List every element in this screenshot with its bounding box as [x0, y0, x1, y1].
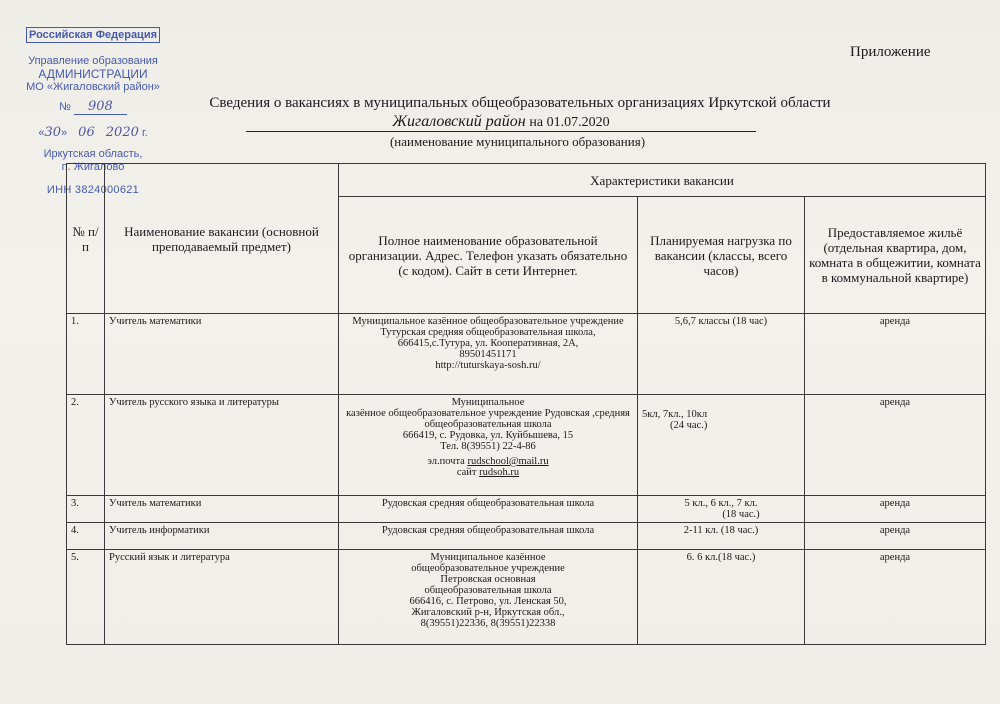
row-name: Учитель информатики [105, 523, 339, 550]
header-housing: Предоставляемое жильё (отдельная квартира, дом, комната в общежитии, комната в коммунальной квартире) [805, 197, 986, 314]
stamp-date-day: 30 [44, 125, 61, 140]
org-line: Тел. 8(39551) 22-4-86 [440, 441, 536, 452]
header-name: Наименование вакансии (основной преподаваемый предмет) [105, 164, 339, 314]
table-row [67, 496, 986, 523]
row-org [339, 395, 638, 496]
row-org [339, 550, 638, 645]
appendix-label: Приложение [850, 44, 931, 60]
row-load: 5,6,7 классы (18 час) [638, 314, 805, 395]
stamp-date-open: « [38, 127, 45, 139]
org-line: 666419, с. Рудовка, ул. Куйбышева, 15 [402, 430, 574, 441]
table-row [67, 523, 986, 550]
email-link[interactable]: rudschool@mail.ru [467, 456, 549, 467]
site-link[interactable]: rudsoh.ru [479, 467, 520, 478]
row-name: Учитель русского языка и литературы [105, 395, 339, 496]
load-line: (18 час.) [722, 509, 760, 520]
row-load [638, 395, 805, 496]
row-org: Рудовская средняя общеобразовательная школа [339, 496, 638, 523]
org-line: Петровская основная [440, 574, 536, 585]
stamp-place1: Иркутская область, [43, 148, 143, 160]
load-line: 5 кл., 6 кл., 7 кл. [684, 498, 758, 509]
row-load [638, 496, 805, 523]
row-housing: аренда [805, 550, 986, 645]
site-label: сайт [456, 467, 477, 478]
stamp-date-close: » [60, 127, 68, 139]
row-name: Учитель математики [105, 496, 339, 523]
email-label: эл.почта [427, 456, 465, 467]
vacancies-table [66, 163, 986, 645]
row-housing: аренда [805, 496, 986, 523]
header-group: Характеристики вакансии [339, 164, 986, 197]
org-line: общеобразовательное учреждение [411, 563, 565, 574]
document-title: Сведения о вакансиях в муниципальных общеобразовательных организациях Иркутской области [209, 95, 831, 111]
stamp-num-label: № [59, 101, 71, 113]
org-line: 666415,с.Тутура, ул. Кооперативная, 2А, [397, 338, 579, 349]
org-line: Жигаловский р-н, Иркутская обл., [411, 607, 565, 618]
row-num: 3. [67, 496, 105, 523]
row-org [339, 314, 638, 395]
row-housing: аренда [805, 314, 986, 395]
stamp-line3: МО «Жигаловский район» [26, 81, 160, 93]
table-row [67, 314, 986, 395]
table-row [67, 395, 986, 496]
row-load: 6. 6 кл.(18 час.) [638, 550, 805, 645]
header-num: № п/п [67, 164, 105, 314]
subnote: (наименование муниципального образования) [389, 134, 646, 149]
stamp-line1: Управление образования [28, 55, 158, 67]
report-date: на 01.07.2020 [529, 115, 610, 130]
row-num: 4. [67, 523, 105, 550]
stamp-date-month: 06 [78, 125, 95, 140]
row-num: 1. [67, 314, 105, 395]
org-line: 666416, с. Петрово, ул. Ленская 50, [409, 596, 567, 607]
table-row [67, 550, 986, 645]
org-line: http://tuturskaya-sosh.ru/ [435, 360, 541, 371]
stamp-date-year: 2020 [105, 125, 139, 140]
org-line: 8(39551)22336, 8(39551)22338 [420, 618, 556, 629]
org-line: 89501451171 [459, 349, 517, 360]
district-name: Жигаловский район [392, 113, 526, 130]
row-num: 2. [67, 395, 105, 496]
org-line: Муниципальное казённое общеобразовательное учреждение Тутурская средняя общеобразовательная школа, [352, 316, 624, 338]
stamp-line2: АДМИНИСТРАЦИИ [38, 67, 148, 81]
row-org: Рудовская средняя общеобразовательная школа [339, 523, 638, 550]
row-housing: аренда [805, 395, 986, 496]
row-name: Русский язык и литература [105, 550, 339, 645]
header-load: Планируемая нагрузка по вакансии (классы, всего часов) [638, 197, 805, 314]
stamp-inn: ИНН 3824000621 [46, 184, 140, 196]
stamp-place2: п. Жигалово [61, 161, 125, 173]
org-line: общеобразовательная школа [424, 585, 552, 596]
district-line [246, 113, 756, 132]
load-line: 5кл, 7кл., 10кл [642, 409, 708, 420]
org-line: казённое общеобразовательное учреждение Рудовская ,средняя общеобразовательная школа [346, 408, 630, 430]
stamp-country: Российская Федерация [26, 27, 160, 43]
stamp-date-suffix: г. [141, 127, 148, 139]
row-load: 2-11 кл. (18 час.) [638, 523, 805, 550]
load-line: (24 час.) [670, 420, 708, 431]
org-line: Муниципальное казённое [430, 552, 546, 563]
header-org: Полное наименование образовательной организации. Адрес. Телефон указать обязательно (с кодом). Сайт в сети Интернет. [339, 197, 638, 314]
stamp-num-value: 908 [74, 99, 127, 115]
row-num: 5. [67, 550, 105, 645]
row-housing: аренда [805, 523, 986, 550]
row-name: Учитель математики [105, 314, 339, 395]
org-line: Муниципальное [451, 397, 525, 408]
